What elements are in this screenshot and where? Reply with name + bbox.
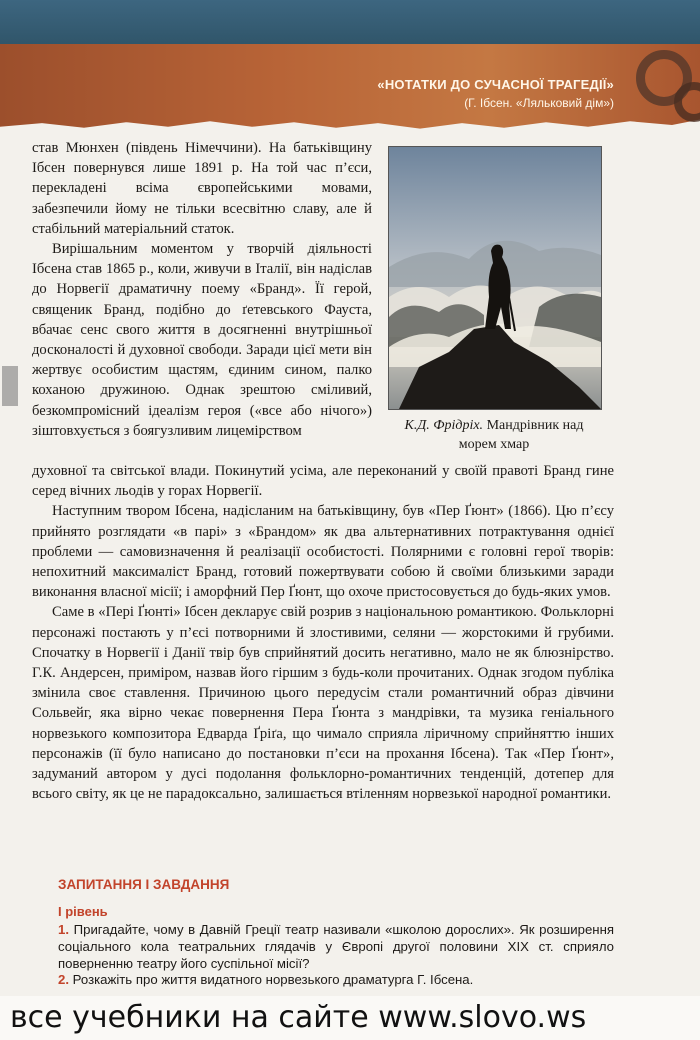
caption-author: К.Д. Фрідріх. <box>404 418 484 433</box>
site-watermark: все учебники на сайте www.slovo.ws <box>0 996 700 1040</box>
header-subtitle: (Г. Ібсен. «Ляльковий дім») <box>464 96 614 110</box>
paragraph: Наступним твором Ібсена, надісланим на батьківщину, був «Пер Ґюнт» (1866). Цю п’єсу прийнято розглядати «в парі» з «Брандом» як два альтернативних потрактування однієї проблеми — самовизначення й реалізації особистості. Полярними є головні герої творів: непохитний максималіст Бранд, готовий пожертвувати собою й своїми близькими заради виконання власної місії; і аморфний Пер Ґюнт, що охоче пристосовується до будь-яких умов. <box>32 503 614 601</box>
caption-title: Мандрівник над морем хмар <box>458 418 584 452</box>
question-list <box>58 922 614 989</box>
question-number: 1. <box>58 922 69 937</box>
paragraph: Вирішальним моментом у творчій діяльності Ібсена став 1865 р., коли, живучи в Італії, він надіслав до Норвегії драматичну поему «Бранд». Її герой, священик Бранд, подібно до ґетевського Фауста, вбачає сенс свого життя в досягненні внутрішньої досконалості й духовної свободи. Заради цієї мети він жертвує особистим щастям, єдиним сином, палко коханою дружиною. Однак зрештою сміливий, безкомпромісний ідеалізм героя («все або нічого») зіштовхується з боягузливим лицемірством <box>32 241 372 439</box>
top-strip <box>0 0 700 48</box>
header-title: «НОТАТКИ ДО СУЧАСНОЇ ТРАГЕДІЇ» <box>377 77 614 92</box>
question-item <box>58 922 614 972</box>
painting-illustration <box>389 147 601 409</box>
body-text-narrow <box>32 138 372 441</box>
question-text: Пригадайте, чому в Давній Греції театр називали «школою дорослих». Як розширення соціального кола театральних глядачів у Європі другої половини XIX ст. сприяло поверненню театру його суспільної місії? <box>58 922 614 971</box>
paragraph: духовної та світської влади. Покинутий усіма, але переконаний у своїй правоті Бранд гине серед вічних льодів у горах Норвегії. <box>32 463 614 500</box>
level-heading: І рівень <box>58 904 108 919</box>
question-item <box>58 972 614 989</box>
paragraph: став Мюнхен (південь Німеччини). На батьківщину Ібсен повернувся лише 1891 р. На той час п’єси, перекладені всіма європейськими мовами, забезпечили йому не тільки всесвітню славу, але й стабільний матеріальний статок. <box>32 140 372 237</box>
paragraph: Саме в «Пері Ґюнті» Ібсен декларує свій розрив з національною романтикою. Фольклорні персонажі постають у п’єсі потворними й злостивими, селяни — жорстокими й грубими. Спочатку в Норвегії і Данії твір був сприйнятий досить негативно, мало не як блюзнірство. Г.К. Андерсен, приміром, назвав його гіршим з будь-коли прочитаних. Однак згодом публіка змінила своє ставлення. Причиною цього передусім стали романтичний образ дівчини Сольвейг, яка вірно чекає повернення Пера Ґюнта з мандрівки, та музика геніального норвезького композитора Едварда Ґріґа, що чимало сприяла ліричному сприйняттю інших персонажів (її було написано до постановки п’єси на прохання Ібсена). Так «Пер Ґюнт», задуманий автором у дусі подолання фольклорно-романтичних тенденцій, дотепер для всього світу, як це не парадоксально, залишається втіленням норвезької народної романтики. <box>32 604 614 803</box>
painting-wanderer <box>388 146 602 410</box>
question-text: Розкажіть про життя видатного норвезького драматурга Г. Ібсена. <box>72 972 474 988</box>
figure-caption <box>388 416 600 454</box>
page-edge-mark <box>2 366 18 406</box>
running-header <box>377 76 614 112</box>
question-number: 2. <box>58 972 69 988</box>
section-title: ЗАПИТАННЯ І ЗАВДАННЯ <box>58 877 230 892</box>
body-text-wide <box>32 461 614 804</box>
